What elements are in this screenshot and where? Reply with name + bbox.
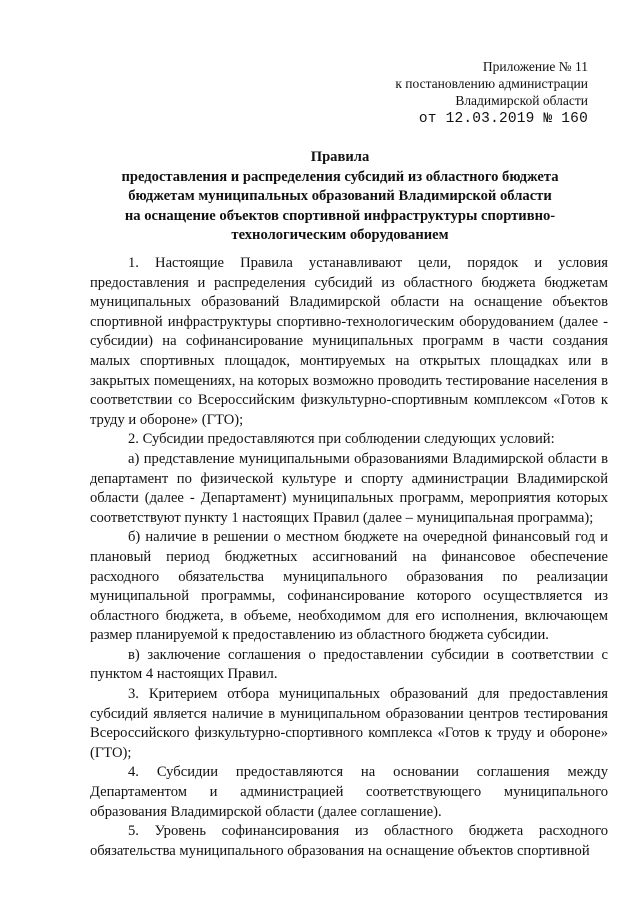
paragraph-4: 4. Субсидии предоставляются на основании соглашения между Департаментом и администрацией соответствующего муниципального образования Владимирской области (далее соглашение). bbox=[90, 764, 608, 820]
paragraph-5: 5. Уровень софинансирования из областного бюджета расходного обязательства муниципального образования на оснащение объектов спортивной bbox=[90, 823, 608, 859]
paragraph-2b: б) наличие в решении о местном бюджете на очередной финансовый год и плановый период бюджетных ассигнований на финансовое обеспечение расходного обязательства муниципального образования по реализации муниципальной программы, софинансирование которого осуществляется из областного бюджета, в объеме, необходимом для его исполнения, включающем размер планируемой к предоставлению из областного бюджета субсидии. bbox=[90, 529, 608, 644]
title-line-1: Правила bbox=[310, 149, 370, 165]
paragraph-2: 2. Субсидии предоставляются при соблюдении следующих условий: bbox=[128, 431, 555, 448]
appendix-authority: Владимирской области bbox=[455, 93, 588, 108]
paragraph-2c: в) заключение соглашения о предоставлении субсидии в соответствии с пунктом 4 настоящих Правил. bbox=[90, 646, 608, 683]
title-line-3: бюджетам муниципальных образований Владимирской области bbox=[128, 188, 552, 204]
document-title bbox=[80, 148, 600, 246]
appendix-number: Приложение № 11 bbox=[482, 59, 588, 74]
appendix-reference: к постановлению администрации bbox=[395, 76, 588, 91]
resolution-date-number: от 12.03.2019 № 160 bbox=[418, 111, 588, 127]
paragraph-1: 1. Настоящие Правила устанавливают цели, порядок и условия предоставления и распределения субсидий из областного бюджета бюджетам муниципальных образований Владимирской области на оснащение объектов спортивной инфраструктуры спортивно-технологическим оборудованием (далее - субсидии) на софинансирование муниципальных программ в части создания малых спортивных площадок, монтируемых на открытых площадках или в закрытых помещениях, на которых возможно проводить тестирование населения в соответствии со Всероссийским физкультурно-спортивным комплексом «Готов к труду и обороне» (ГТО); bbox=[90, 255, 608, 428]
paragraph-3: 3. Критерием отбора муниципальных образований для предоставления субсидий является наличие в муниципальном образовании центров тестирования Всероссийского физкультурно-спортивного комплекса «Готов к труду и обороне» (ГТО); bbox=[90, 686, 608, 761]
title-line-5: технологическим оборудованием bbox=[231, 227, 449, 243]
document-body bbox=[90, 254, 608, 861]
title-line-4: на оснащение объектов спортивной инфраструктуры спортивно- bbox=[124, 207, 556, 224]
appendix-header bbox=[395, 58, 588, 128]
paragraph-2a: а) представление муниципальными образованиями Владимирской области в департамент по физической культуре и спорту администрации Владимирской области (далее - Департамент) муниципальных программ, мероприятия которых соответствуют пункту 1 настоящих Правил (далее – муниципальная программа); bbox=[90, 450, 608, 526]
title-line-2: предоставления и распределения субсидий из областного бюджета bbox=[121, 168, 559, 185]
